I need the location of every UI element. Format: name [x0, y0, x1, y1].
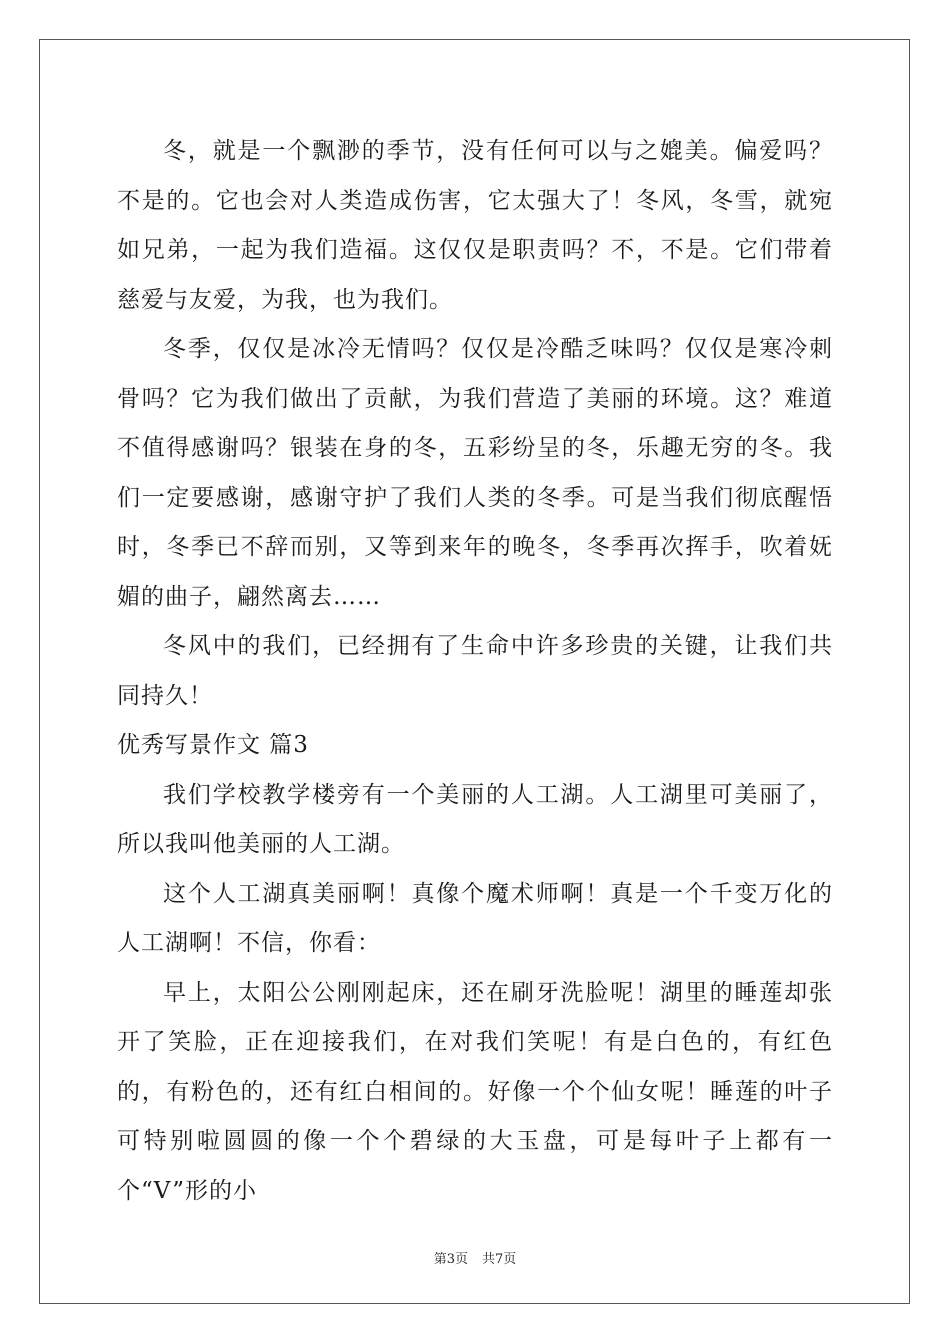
document-body — [117, 127, 833, 1216]
section-title: 优秀写景作文 篇3 — [117, 732, 309, 758]
paragraph: 冬，就是一个飘渺的季节，没有任何可以与之媲美。偏爱吗？不是的。它也会对人类造成伤害，它太强大了！冬风，冬雪，就宛如兄弟，一起为我们造福。这仅仅是职责吗？不，不是。它们带着慈爱与友爱，为我，也为我们。 — [117, 138, 833, 313]
paragraph: 我们学校教学楼旁有一个美丽的人工湖。人工湖里可美丽了，所以我叫他美丽的人工湖。 — [117, 781, 833, 857]
page-total: 共7页 — [482, 1252, 517, 1267]
paragraph: 冬季，仅仅是冰冷无情吗？仅仅是冷酷乏味吗？仅仅是寒冷刺骨吗？它为我们做出了贡献，为我们营造了美丽的环境。这？难道不值得感谢吗？银装在身的冬，五彩纷呈的冬，乐趣无穷的冬。我们一定要感谢，感谢守护了我们人类的冬季。可是当我们彻底醒悟时，冬季已不辞而别，又等到来年的晚冬，冬季再次挥手，吹着妩媚的曲子，翩然离去…… — [117, 336, 833, 610]
paragraph: 这个人工湖真美丽啊！真像个魔术师啊！真是一个千变万化的人工湖啊！不信，你看： — [117, 880, 833, 956]
paragraph: 冬风中的我们，已经拥有了生命中许多珍贵的关键，让我们共同持久！ — [117, 633, 833, 709]
paragraph: 早上，太阳公公刚刚起床，还在刷牙洗脸呢！湖里的睡莲却张开了笑脸，正在迎接我们，在对我们笑呢！有是白色的，有红色的，有粉色的，还有红白相间的。好像一个个仙女呢！睡莲的叶子可特别啦圆圆的像一个个碧绿的大玉盘，可是每叶子上都有一个“V”形的小 — [117, 979, 833, 1204]
page-footer — [0, 1248, 950, 1267]
page-number: 第3页 — [433, 1252, 468, 1267]
